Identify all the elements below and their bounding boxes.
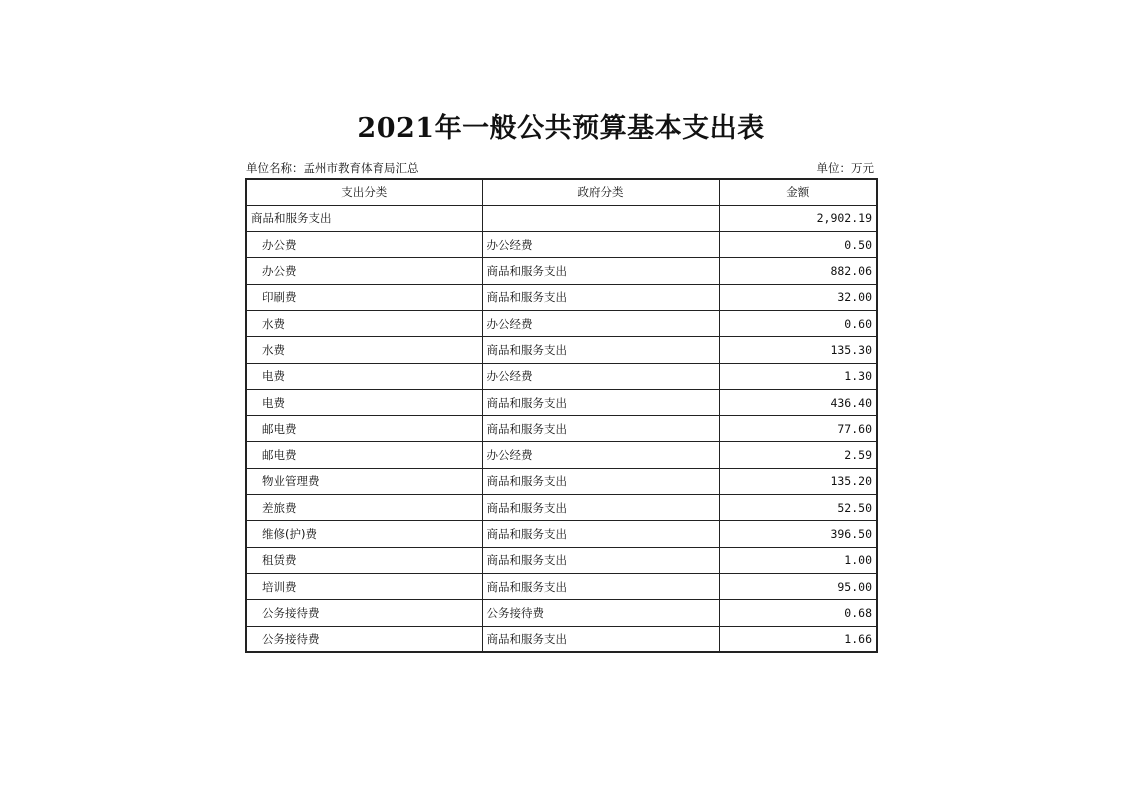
table-row — [246, 258, 877, 284]
expense-category-cell: 差旅费 — [246, 495, 482, 521]
government-category-cell: 办公经费 — [482, 310, 719, 336]
government-category-cell: 办公经费 — [482, 442, 719, 468]
government-category-cell — [482, 205, 719, 231]
amount-cell: 0.60 — [719, 310, 877, 336]
expense-category-cell: 办公费 — [246, 258, 482, 284]
amount-cell: 0.50 — [719, 232, 877, 258]
header-amount: 金额 — [719, 179, 877, 205]
amount-cell: 2,902.19 — [719, 205, 877, 231]
table-row — [246, 337, 877, 363]
government-category-cell: 商品和服务支出 — [482, 547, 719, 573]
table-row — [246, 205, 877, 231]
table-row — [246, 547, 877, 573]
table-row — [246, 495, 877, 521]
amount-cell: 882.06 — [719, 258, 877, 284]
amount-cell: 396.50 — [719, 521, 877, 547]
amount-cell: 32.00 — [719, 284, 877, 310]
amount-cell: 135.30 — [719, 337, 877, 363]
unit-label: 单位：万元 — [816, 161, 874, 175]
government-category-cell: 办公经费 — [482, 363, 719, 389]
table-row — [246, 363, 877, 389]
header-government-category: 政府分类 — [482, 179, 719, 205]
government-category-cell: 公务接待费 — [482, 600, 719, 626]
amount-cell: 135.20 — [719, 468, 877, 494]
expense-category-cell: 商品和服务支出 — [246, 205, 482, 231]
table-row — [246, 310, 877, 336]
government-category-cell: 商品和服务支出 — [482, 626, 719, 652]
amount-cell: 1.00 — [719, 547, 877, 573]
table-row — [246, 389, 877, 415]
expense-category-cell: 电费 — [246, 389, 482, 415]
table-row — [246, 626, 877, 652]
amount-cell: 436.40 — [719, 389, 877, 415]
table-row — [246, 416, 877, 442]
table-row — [246, 600, 877, 626]
expense-category-cell: 水费 — [246, 337, 482, 363]
amount-cell: 2.59 — [719, 442, 877, 468]
expense-category-cell: 电费 — [246, 363, 482, 389]
table-header — [246, 179, 877, 205]
table-row — [246, 468, 877, 494]
amount-cell: 1.66 — [719, 626, 877, 652]
expense-category-cell: 物业管理费 — [246, 468, 482, 494]
government-category-cell: 商品和服务支出 — [482, 521, 719, 547]
government-category-cell: 商品和服务支出 — [482, 258, 719, 284]
budget-table — [245, 178, 878, 653]
expense-category-cell: 培训费 — [246, 573, 482, 599]
expense-category-cell: 邮电费 — [246, 416, 482, 442]
government-category-cell: 办公经费 — [482, 232, 719, 258]
government-category-cell: 商品和服务支出 — [482, 573, 719, 599]
header-expense-category: 支出分类 — [246, 179, 482, 205]
unit-name-label: 单位名称：孟州市教育体育局汇总 — [246, 161, 419, 175]
amount-cell: 77.60 — [719, 416, 877, 442]
government-category-cell: 商品和服务支出 — [482, 337, 719, 363]
table-row — [246, 284, 877, 310]
table-row — [246, 442, 877, 468]
amount-cell: 0.68 — [719, 600, 877, 626]
expense-category-cell: 水费 — [246, 310, 482, 336]
amount-cell: 52.50 — [719, 495, 877, 521]
expense-category-cell: 租赁费 — [246, 547, 482, 573]
expense-category-cell: 邮电费 — [246, 442, 482, 468]
expense-category-cell: 维修(护)费 — [246, 521, 482, 547]
expense-category-cell: 公务接待费 — [246, 600, 482, 626]
table-row — [246, 573, 877, 599]
header-row — [246, 179, 877, 205]
table-body — [246, 205, 877, 652]
government-category-cell: 商品和服务支出 — [482, 416, 719, 442]
amount-cell: 1.30 — [719, 363, 877, 389]
government-category-cell: 商品和服务支出 — [482, 495, 719, 521]
expense-category-cell: 办公费 — [246, 232, 482, 258]
table-row — [246, 232, 877, 258]
expense-category-cell: 公务接待费 — [246, 626, 482, 652]
government-category-cell: 商品和服务支出 — [482, 389, 719, 415]
amount-cell: 95.00 — [719, 573, 877, 599]
expense-category-cell: 印刷费 — [246, 284, 482, 310]
document-title: 2021年一般公共预算基本支出表 — [357, 113, 765, 144]
government-category-cell: 商品和服务支出 — [482, 468, 719, 494]
government-category-cell: 商品和服务支出 — [482, 284, 719, 310]
table-row — [246, 521, 877, 547]
